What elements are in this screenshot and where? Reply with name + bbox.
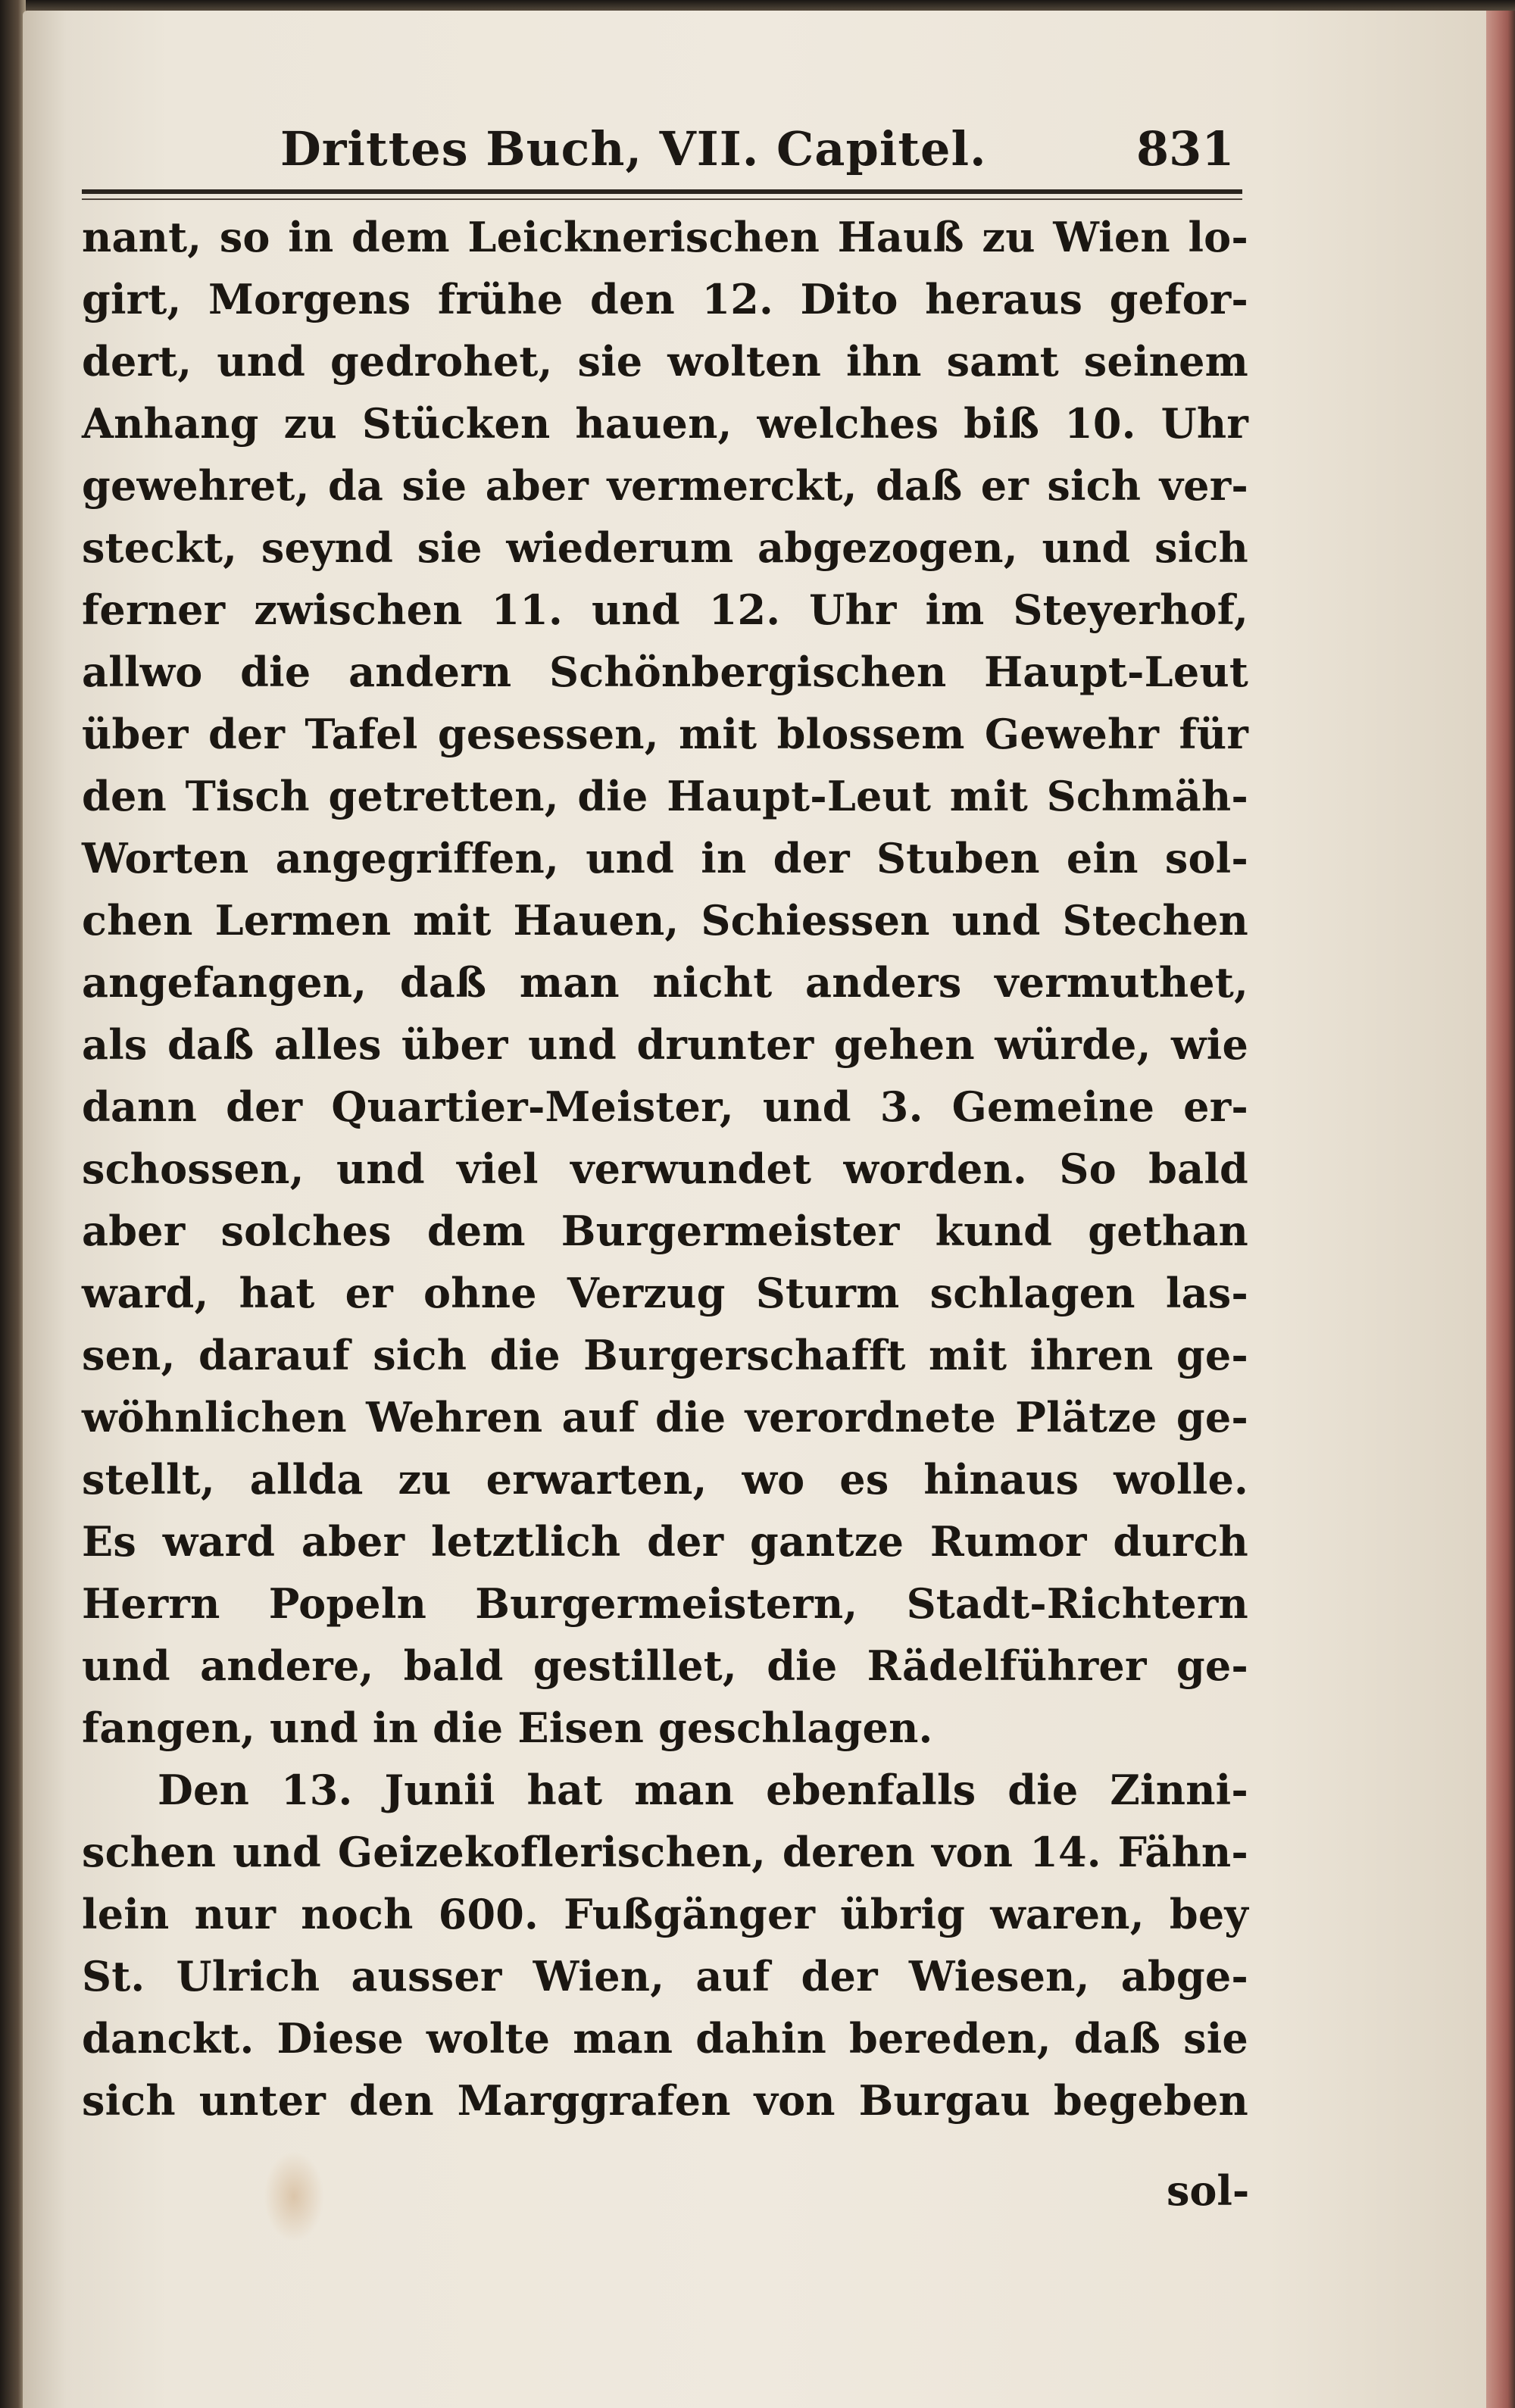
text-line: fangen, und in die Eisen geschlagen. <box>82 1704 933 1752</box>
paragraph-1 <box>82 206 1248 1759</box>
text-line: ferner zwischen 11. und 12. Uhr im Steyerhof, <box>82 586 1248 634</box>
text-line: allwo die andern Schönbergischen Haupt-Leut <box>82 648 1248 696</box>
text-line: als daß alles über und drunter gehen würde, wie <box>82 1020 1248 1069</box>
text-line: sich unter den Marggrafen von Burgau begeben <box>82 2076 1248 2125</box>
page-fore-edge <box>1486 11 1515 2408</box>
text-line: angefangen, daß man nicht anders vermuthet, <box>82 958 1248 1007</box>
text-line: Anhang zu Stücken hauen, welches biß 10. Uhr <box>82 399 1248 448</box>
text-line: St. Ulrich ausser Wien, auf der Wiesen, abge- <box>82 1952 1248 2000</box>
text-line: Es ward aber letztlich der gantze Rumor durch <box>82 1517 1248 1566</box>
text-line: stellt, allda zu erwarten, wo es hinaus wolle. <box>82 1455 1248 1504</box>
text-line: aber solches dem Burgermeister kund gethan <box>82 1207 1248 1255</box>
text-line: schen und Geizekoflerischen, deren von 14. Fähn- <box>82 1828 1248 1876</box>
text-line: schossen, und viel verwundet worden. So bald <box>82 1145 1248 1193</box>
paper-stain <box>264 2151 324 2242</box>
text-line: Den 13. Junii hat man ebenfalls die Zinni- <box>158 1766 1248 1814</box>
text-line: Worten angegriffen, und in der Stuben ein sol- <box>82 834 1248 882</box>
scan-left-edge <box>0 0 26 2408</box>
paragraph-2 <box>82 1759 1248 2132</box>
text-line: ward, hat er ohne Verzug Sturm schlagen las- <box>82 1269 1248 1317</box>
text-line: lein nur noch 600. Fußgänger übrig waren, bey <box>82 1890 1248 1938</box>
text-line: steckt, seynd sie wiederum abgezogen, und sich <box>82 523 1248 572</box>
header-rule <box>82 189 1242 194</box>
text-line: danckt. Diese wolte man dahin bereden, daß sie <box>82 2014 1248 2063</box>
text-line: nant, so in dem Leicknerischen Hauß zu Wien lo- <box>82 213 1248 261</box>
text-line: gewehret, da sie aber vermerckt, daß er sich ver- <box>82 461 1248 510</box>
text-line: Herrn Popeln Burgermeistern, Stadt-Richtern <box>82 1579 1248 1628</box>
page-number: 831 <box>1136 121 1235 176</box>
text-line: dert, und gedrohet, sie wolten ihn samt seinem <box>82 337 1248 386</box>
body-text <box>82 206 1248 2132</box>
text-line: den Tisch getretten, die Haupt-Leut mit Schmäh- <box>82 772 1248 820</box>
text-line: girt, Morgens frühe den 12. Dito heraus gefor- <box>82 275 1248 323</box>
catchword: sol- <box>1167 2166 1250 2215</box>
text-line: dann der Quartier-Meister, und 3. Gemeine er- <box>82 1082 1248 1131</box>
running-title: Drittes Buch, VII. Capitel. <box>280 121 987 176</box>
text-line: chen Lermen mit Hauen, Schiessen und Stechen <box>82 896 1248 945</box>
text-line: wöhnlichen Wehren auf die verordnete Plätze ge- <box>82 1393 1248 1441</box>
text-line: über der Tafel gesessen, mit blossem Gewehr für <box>82 710 1248 758</box>
header-rule-thin <box>82 198 1242 200</box>
text-line: sen, darauf sich die Burgerschafft mit ihren ge- <box>82 1331 1248 1379</box>
text-line: und andere, bald gestillet, die Rädelführer ge- <box>82 1641 1248 1690</box>
